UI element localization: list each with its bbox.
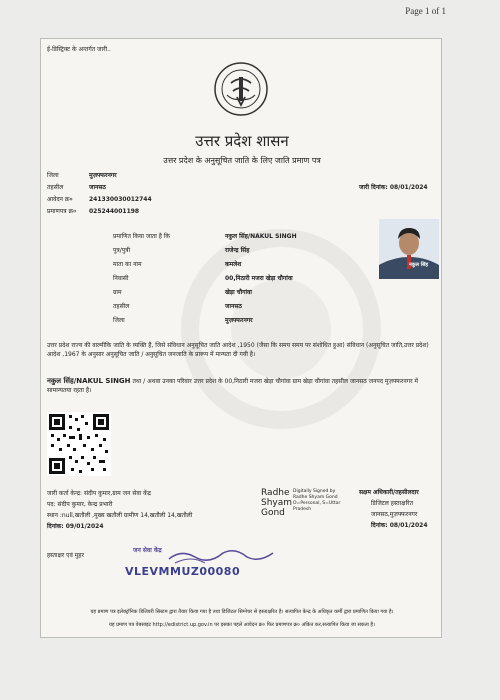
mother-name: कमलेश <box>225 261 242 268</box>
mother-label: माता का नाम <box>113 261 142 268</box>
page-title: उत्तर प्रदेश शासन <box>195 132 289 150</box>
signer-name-line2: Shyam <box>261 498 293 508</box>
resident-label: निवासी <box>113 275 129 282</box>
residence-text: तथा / अथवा उनका परिवार उत्तर प्रदेश के 00,निठारी मजरा खेड़ा चौगांवा ग्राम खेड़ा चौगांवा तहसील जानसठ जनपद मुज़फ्फरनगर में सामान्यतया रहता है। <box>47 378 419 394</box>
page-indicator: Page 1 of 1 <box>405 6 446 16</box>
digital-signature-text: Digitally Signed by Radhe Shyam Gond O=Personal, S=Uttar Pradesh <box>293 489 341 512</box>
person-district: मुज़फ्फरनगर <box>225 317 253 324</box>
tehsil-value: जानसठ <box>89 184 106 191</box>
resident-address: 00,निठारी मजरा खेड़ा चौगांवा <box>225 275 293 282</box>
certificate <box>40 38 442 638</box>
certificate-label: प्रमाणपत्र क्र० <box>47 208 77 215</box>
person-name: नकुल सिंह/NAKUL SINGH <box>225 233 297 240</box>
stamp-text: जन सेवा केंद्र <box>133 547 162 554</box>
person-photo-icon <box>379 219 439 279</box>
application-number: 241330030012744 <box>89 196 152 203</box>
caste-paragraph: उत्तर प्रदेश राज्य की वाल्मीकि जाति के व्यक्ति हैं, जिसे संविधान अनुसूचित जाति आदेश ,1950 (जैसा कि समय समय पर संशोधित हुआ) संविधान (अनुसूचित जाति,उत्तर प्रदेश) आदेश ,1967 के अनुसार अनुसूचित जाति / अनुसूचित जनजाति के प्रारूप में मान्यता दी गयी है। <box>47 342 429 358</box>
person-tehsil-label: तहसील <box>113 303 130 310</box>
village-label: ग्राम <box>113 289 122 296</box>
qr-code-icon <box>47 412 111 476</box>
district-value: मुज़फ्फरनगर <box>89 172 117 179</box>
authority-title: सक्षम अधिकारी/तहसीलदार <box>359 489 419 496</box>
issuer-center: जारी कर्ता केन्द्र: संदीप कुमार,ग्राम जन सेवा केंद्र <box>47 490 151 497</box>
authority-sign: डिजिटल हस्ताक्षरित <box>371 500 413 507</box>
signer-name-line3: Gond <box>261 508 285 518</box>
footer-line-1: यह प्रमाण पत्र इलेक्ट्रॉनिक डिलिवरी सिस्टम द्वारा तैयार किया गया है तथा डिजिटल सिग्नेचर से हस्ताक्षरित है। सत्यापित केन्द्र के अधिकृत कर्मी द्वारा प्रमाणित किया गया है। <box>90 609 394 615</box>
photo-caption: नकुल सिंह <box>409 262 429 268</box>
up-emblem-icon <box>213 61 269 117</box>
verification-code: VLEVMMUZ00080 <box>125 565 241 578</box>
page-subtitle: उत्तर प्रदेश के अनुसूचित जाति के लिए जाति प्रमाण पत्र <box>163 156 321 165</box>
guardian-label: पुत्र/पुत्री <box>113 247 131 254</box>
issuer-date: दिनांक: 09/01/2024 <box>47 523 104 530</box>
footer-line-2: यह प्रमाण पत्र वेबसाइट http://edistrict.up.gov.in पर इसका पहले आवेदन क्र० फिर प्रमाणपत्र क्र० अंकित कर,सत्यापित किया जा सकता है। <box>109 622 375 628</box>
application-label: आवेदन क्र० <box>47 196 73 203</box>
certified-label: प्रमाणित किया जाता है कि <box>113 233 171 240</box>
issuer-place: स्थान :null,खतौली ,मुख्य खतौली ग्रामीण 14,खतौली 14,खतौली <box>47 512 193 519</box>
authority-location: जानसठ,मुज़फ्फरनगर <box>371 511 418 518</box>
authority-date: दिनांक: 08/01/2024 <box>371 522 428 529</box>
issue-date: जारी दिनांक: 08/01/2024 <box>359 184 428 191</box>
residence-name: नकुल सिंह/NAKUL SINGH <box>47 377 131 385</box>
certificate-number: 025244001198 <box>89 208 140 215</box>
signer-name-line1: Radhe <box>261 488 290 498</box>
district-note: ई-डिस्ट्रिक्ट के अन्तर्गत जारी.. <box>47 46 111 53</box>
issuer-post: पद: संदीप कुमार, केन्द्र प्रभारी <box>47 501 113 508</box>
tehsil-label: तहसील <box>47 184 64 191</box>
village-name: खेड़ा चौगांवा <box>225 289 252 296</box>
person-tehsil: जानसठ <box>225 303 242 310</box>
applicant-photo <box>379 219 439 279</box>
residence-paragraph <box>47 377 437 395</box>
signature-label: हस्ताक्षर एवं मुहर <box>47 552 84 559</box>
guardian-name: राजेन्द्र सिंह <box>225 247 250 254</box>
person-district-label: जिला <box>113 317 125 324</box>
district-label: जिला <box>47 172 59 179</box>
